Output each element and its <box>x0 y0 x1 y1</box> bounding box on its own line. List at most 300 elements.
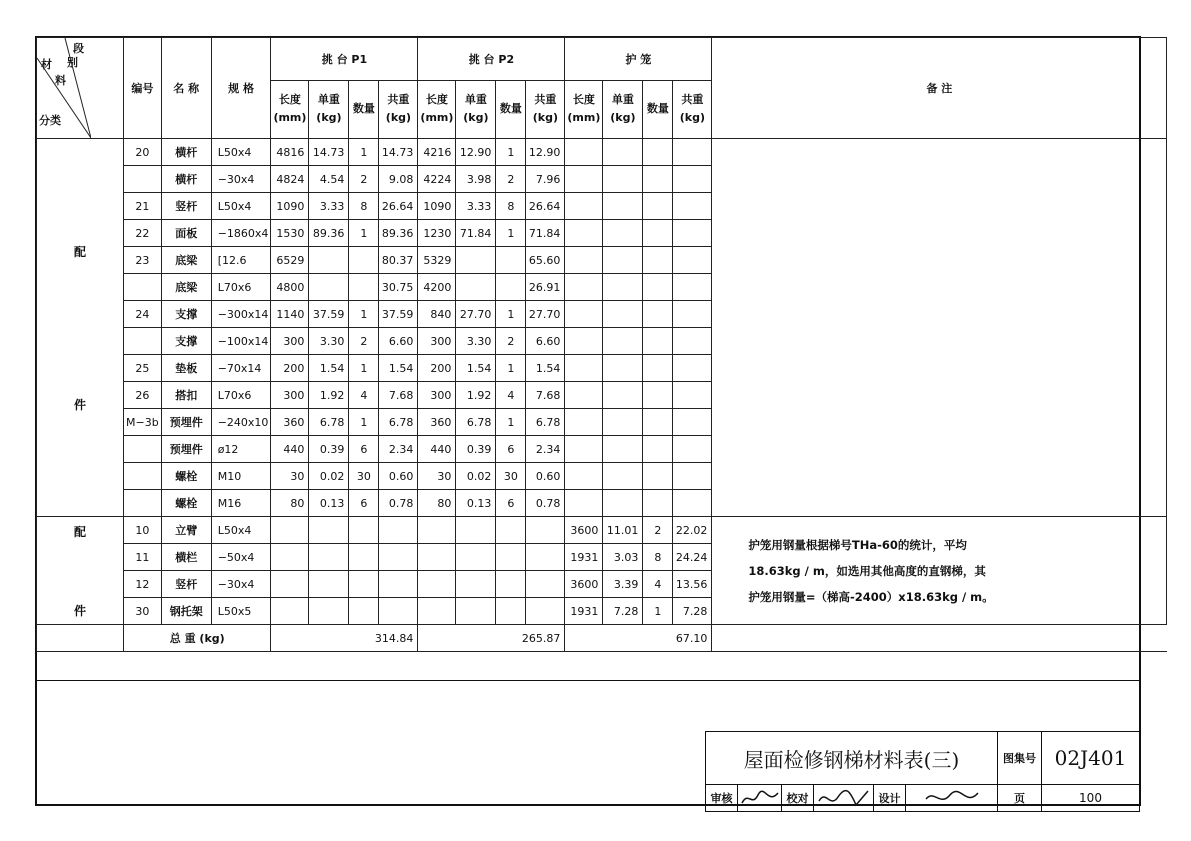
p-blank <box>418 517 456 544</box>
p1-unit-weight: 37.59 <box>309 301 349 328</box>
p1-qty <box>349 247 379 274</box>
p1-total-weight: 14.73 <box>379 139 418 166</box>
item-name: 横栏 <box>161 544 211 571</box>
group-p1-header: 挑 台 P1 <box>271 38 418 81</box>
p-blank <box>496 598 526 625</box>
p1-qty: 1 <box>349 220 379 247</box>
p1-unit-weight <box>309 247 349 274</box>
item-name: 预埋件 <box>161 409 211 436</box>
p1-length: 440 <box>271 436 309 463</box>
item-no <box>124 490 162 517</box>
sub-length-header <box>271 80 309 138</box>
p2-length: 4224 <box>418 166 456 193</box>
p2-qty: 1 <box>496 355 526 382</box>
p1-unit-weight: 3.33 <box>309 193 349 220</box>
p-blank <box>418 598 456 625</box>
p1-total-weight: 7.68 <box>379 382 418 409</box>
p2-unit-weight: 12.90 <box>456 139 496 166</box>
cage-blank <box>643 490 673 517</box>
sub-length-label: 长度 <box>425 93 448 107</box>
item-name: 支撑 <box>161 301 211 328</box>
item-spec: M16 <box>211 490 271 517</box>
item-spec: −240x10 <box>211 409 271 436</box>
p1-length: 30 <box>271 463 309 490</box>
cage-blank <box>673 328 712 355</box>
p1-length: 1090 <box>271 193 309 220</box>
cage-qty: 4 <box>643 571 673 598</box>
p1-length: 200 <box>271 355 309 382</box>
cage-length: 1931 <box>565 544 603 571</box>
p-blank <box>271 571 309 598</box>
p1-qty: 1 <box>349 355 379 382</box>
remarks-header: 备 注 <box>712 38 1167 139</box>
p1-length: 1140 <box>271 301 309 328</box>
cage-blank <box>673 247 712 274</box>
cage-blank <box>673 139 712 166</box>
p1-total-weight: 1.54 <box>379 355 418 382</box>
col-no-header: 编号 <box>124 38 162 139</box>
corner-cell <box>37 38 124 139</box>
sub-length-label: 长度 <box>572 93 595 107</box>
item-no <box>124 328 162 355</box>
p2-total-weight: 26.64 <box>526 193 565 220</box>
p2-qty: 2 <box>496 328 526 355</box>
cage-blank <box>565 166 603 193</box>
sub-total-weight-header <box>526 80 565 138</box>
cage-blank <box>565 301 603 328</box>
p-blank <box>526 571 565 598</box>
remarks-line-2: 18.63kg / m，如选用其他高度的直钢梯，其 <box>748 563 986 578</box>
total-label: 总 重 (kg) <box>124 625 271 652</box>
p-blank <box>526 544 565 571</box>
p-blank <box>309 598 349 625</box>
p2-total-weight: 71.84 <box>526 220 565 247</box>
p-blank <box>271 517 309 544</box>
p-blank <box>379 517 418 544</box>
cage-blank <box>603 463 643 490</box>
sub-total-weight-header <box>379 80 418 138</box>
cage-blank <box>565 274 603 301</box>
atlas-code: 02J401 <box>1042 732 1140 785</box>
item-no: M−3b <box>124 409 162 436</box>
cage-unit-weight: 3.39 <box>603 571 643 598</box>
p2-qty: 2 <box>496 166 526 193</box>
p1-unit-weight: 1.54 <box>309 355 349 382</box>
p-blank <box>496 571 526 598</box>
p-blank <box>496 544 526 571</box>
p-blank <box>349 598 379 625</box>
p2-total-weight: 12.90 <box>526 139 565 166</box>
p1-length: 300 <box>271 328 309 355</box>
cage-blank <box>643 247 673 274</box>
item-no: 24 <box>124 301 162 328</box>
p2-qty: 6 <box>496 490 526 517</box>
cage-blank <box>603 166 643 193</box>
p-blank <box>496 517 526 544</box>
cage-blank <box>673 193 712 220</box>
p2-qty: 6 <box>496 436 526 463</box>
cage-qty: 1 <box>643 598 673 625</box>
p-blank <box>349 544 379 571</box>
cage-total-weight: 7.28 <box>673 598 712 625</box>
p2-total-weight: 65.60 <box>526 247 565 274</box>
col-name-header: 名 称 <box>161 38 211 139</box>
sub-length-unit: (mm) <box>273 111 307 125</box>
cage-blank <box>603 139 643 166</box>
cage-blank <box>643 436 673 463</box>
item-spec: L50x5 <box>211 598 271 625</box>
item-name: 支撑 <box>161 328 211 355</box>
cage-blank <box>603 409 643 436</box>
cage-unit-weight: 7.28 <box>603 598 643 625</box>
sub-unit-weight-label: 单重 <box>611 93 634 107</box>
p1-length: 4824 <box>271 166 309 193</box>
p-blank <box>271 544 309 571</box>
p2-unit-weight: 3.33 <box>456 193 496 220</box>
p1-qty: 6 <box>349 436 379 463</box>
p2-total-weight: 26.91 <box>526 274 565 301</box>
item-name: 底梁 <box>161 247 211 274</box>
sub-length-header <box>418 80 456 138</box>
page-number: 100 <box>1042 785 1140 812</box>
p-blank <box>456 571 496 598</box>
remarks2-cell <box>712 517 1167 625</box>
item-no <box>124 463 162 490</box>
cage-qty: 8 <box>643 544 673 571</box>
p2-unit-weight <box>456 274 496 301</box>
cage-blank <box>643 274 673 301</box>
corner-liao: 料 <box>55 74 66 87</box>
cage-blank <box>673 436 712 463</box>
p2-unit-weight: 0.13 <box>456 490 496 517</box>
item-no: 25 <box>124 355 162 382</box>
item-no: 10 <box>124 517 162 544</box>
cage-blank <box>673 166 712 193</box>
p1-total-weight: 9.08 <box>379 166 418 193</box>
cage-blank <box>565 355 603 382</box>
p-blank <box>526 517 565 544</box>
cage-total-weight: 22.02 <box>673 517 712 544</box>
cage-blank <box>603 193 643 220</box>
cage-blank <box>673 220 712 247</box>
item-name: 横杆 <box>161 139 211 166</box>
cage-blank <box>643 193 673 220</box>
title-block <box>705 731 1140 812</box>
p2-length: 360 <box>418 409 456 436</box>
col-spec-header: 规 格 <box>211 38 271 139</box>
item-name: 预埋件 <box>161 436 211 463</box>
p2-qty: 1 <box>496 409 526 436</box>
p2-qty: 1 <box>496 220 526 247</box>
item-no <box>124 166 162 193</box>
p2-length: 300 <box>418 328 456 355</box>
p1-length: 80 <box>271 490 309 517</box>
p2-length: 80 <box>418 490 456 517</box>
item-no <box>124 274 162 301</box>
total-cage: 67.10 <box>565 625 712 652</box>
sub-total-weight-unit: (kg) <box>532 111 559 125</box>
p-blank <box>379 571 418 598</box>
p1-unit-weight: 6.78 <box>309 409 349 436</box>
design-label: 设计 <box>874 785 906 812</box>
p1-unit-weight: 3.30 <box>309 328 349 355</box>
p2-total-weight: 27.70 <box>526 301 565 328</box>
p-blank <box>526 598 565 625</box>
review-signature-scribble <box>740 787 780 809</box>
p-blank <box>418 544 456 571</box>
remarks-line-1: 护笼用钢量根据梯号THa-60的统计，平均 <box>748 537 967 552</box>
p2-unit-weight: 27.70 <box>456 301 496 328</box>
p2-length: 4216 <box>418 139 456 166</box>
sub-total-weight-label: 共重 <box>534 93 557 107</box>
item-no <box>124 436 162 463</box>
p1-qty: 1 <box>349 301 379 328</box>
corner-bie: 别 <box>67 56 78 69</box>
sub-total-weight-header <box>673 80 712 138</box>
p2-unit-weight: 6.78 <box>456 409 496 436</box>
remarks1-cell <box>712 139 1167 517</box>
cage-unit-weight: 3.03 <box>603 544 643 571</box>
sub-total-weight-label: 共重 <box>387 93 410 107</box>
p-blank <box>271 598 309 625</box>
cage-blank <box>603 247 643 274</box>
header-row-1 <box>37 38 1167 81</box>
p1-qty: 1 <box>349 409 379 436</box>
sub-length-header <box>565 80 603 138</box>
review-label: 审核 <box>706 785 738 812</box>
p2-qty: 1 <box>496 139 526 166</box>
atlas-label: 图集号 <box>998 732 1042 785</box>
p2-total-weight: 0.60 <box>526 463 565 490</box>
p1-unit-weight: 4.54 <box>309 166 349 193</box>
materials-table <box>36 37 1167 652</box>
p2-unit-weight: 0.39 <box>456 436 496 463</box>
total-row <box>37 625 1167 652</box>
cage-blank <box>603 301 643 328</box>
p1-total-weight: 6.60 <box>379 328 418 355</box>
group1-label-a: 配 <box>73 244 86 259</box>
cage-blank <box>673 355 712 382</box>
item-name: 竖杆 <box>161 193 211 220</box>
p2-length: 4200 <box>418 274 456 301</box>
p2-total-weight: 6.60 <box>526 328 565 355</box>
cage-blank <box>565 409 603 436</box>
p1-unit-weight: 89.36 <box>309 220 349 247</box>
sub-unit-weight-unit: (kg) <box>463 111 489 125</box>
item-name: 底梁 <box>161 274 211 301</box>
group2-label <box>37 517 124 625</box>
cage-blank <box>603 490 643 517</box>
item-spec: L50x4 <box>211 517 271 544</box>
p-blank <box>379 598 418 625</box>
sub-unit-weight-header <box>456 80 496 138</box>
p1-length: 360 <box>271 409 309 436</box>
total-p1: 314.84 <box>271 625 418 652</box>
p-blank <box>349 571 379 598</box>
item-spec: L50x4 <box>211 139 271 166</box>
p1-length: 4816 <box>271 139 309 166</box>
p2-total-weight: 0.78 <box>526 490 565 517</box>
p1-total-weight: 6.78 <box>379 409 418 436</box>
p-blank <box>349 517 379 544</box>
sub-unit-weight-unit: (kg) <box>316 111 342 125</box>
cage-blank <box>603 436 643 463</box>
p1-unit-weight: 0.13 <box>309 490 349 517</box>
sub-total-weight-unit: (kg) <box>679 111 706 125</box>
p2-unit-weight: 3.30 <box>456 328 496 355</box>
item-name: 立臂 <box>161 517 211 544</box>
item-name: 面板 <box>161 220 211 247</box>
design-signature <box>906 785 998 812</box>
p2-total-weight: 6.78 <box>526 409 565 436</box>
sub-length-label: 长度 <box>278 93 301 107</box>
item-no: 22 <box>124 220 162 247</box>
p2-qty <box>496 274 526 301</box>
corner-duan: 段 <box>73 42 84 55</box>
p1-length: 300 <box>271 382 309 409</box>
sub-total-weight-unit: (kg) <box>385 111 412 125</box>
item-no: 11 <box>124 544 162 571</box>
p2-unit-weight: 71.84 <box>456 220 496 247</box>
p1-length: 1530 <box>271 220 309 247</box>
p2-total-weight: 7.68 <box>526 382 565 409</box>
p1-qty: 6 <box>349 490 379 517</box>
sub-unit-weight-label: 单重 <box>464 93 487 107</box>
cage-blank <box>603 274 643 301</box>
p2-unit-weight <box>456 247 496 274</box>
item-no: 21 <box>124 193 162 220</box>
p1-qty <box>349 274 379 301</box>
item-spec: −70x14 <box>211 355 271 382</box>
cage-blank <box>565 436 603 463</box>
cage-blank <box>643 328 673 355</box>
cage-blank <box>673 490 712 517</box>
p-blank <box>418 571 456 598</box>
item-spec: −1860x4 <box>211 220 271 247</box>
p2-length: 440 <box>418 436 456 463</box>
cage-total-weight: 13.56 <box>673 571 712 598</box>
p2-qty <box>496 247 526 274</box>
drawing-title: 屋面检修钢梯材料表(三) <box>706 732 998 785</box>
cage-blank <box>643 382 673 409</box>
p2-unit-weight: 1.92 <box>456 382 496 409</box>
item-name: 钢托架 <box>161 598 211 625</box>
p2-length: 5329 <box>418 247 456 274</box>
p1-length: 6529 <box>271 247 309 274</box>
cage-blank <box>673 382 712 409</box>
p2-total-weight: 1.54 <box>526 355 565 382</box>
cage-blank <box>603 328 643 355</box>
p1-qty: 2 <box>349 166 379 193</box>
sub-unit-weight-label: 单重 <box>317 93 340 107</box>
p1-total-weight: 89.36 <box>379 220 418 247</box>
cage-blank <box>643 463 673 490</box>
cage-blank <box>565 463 603 490</box>
cage-blank <box>673 274 712 301</box>
p2-length: 840 <box>418 301 456 328</box>
page-label: 页 <box>998 785 1042 812</box>
p1-total-weight: 0.60 <box>379 463 418 490</box>
cage-blank <box>603 220 643 247</box>
review-signature <box>738 785 782 812</box>
group2-label-a: 配 <box>73 524 86 539</box>
p-blank <box>309 517 349 544</box>
sub-length-unit: (mm) <box>420 111 454 125</box>
cage-blank <box>565 139 603 166</box>
p1-qty: 4 <box>349 382 379 409</box>
p1-unit-weight <box>309 274 349 301</box>
cage-blank <box>643 220 673 247</box>
p1-length: 4800 <box>271 274 309 301</box>
sub-qty-header: 数量 <box>496 80 526 138</box>
total-blank <box>37 625 124 652</box>
p1-qty: 1 <box>349 139 379 166</box>
remarks-line-3: 护笼用钢量=（梯高-2400）x18.63kg / m。 <box>748 589 994 604</box>
p-blank <box>309 544 349 571</box>
sub-unit-weight-header <box>309 80 349 138</box>
item-spec: −100x14 <box>211 328 271 355</box>
sub-qty-header: 数量 <box>349 80 379 138</box>
group-p2-header: 挑 台 P2 <box>418 38 565 81</box>
item-no: 12 <box>124 571 162 598</box>
cage-blank <box>565 382 603 409</box>
p1-total-weight: 2.34 <box>379 436 418 463</box>
p2-length: 30 <box>418 463 456 490</box>
p-blank <box>456 544 496 571</box>
item-name: 螺栓 <box>161 490 211 517</box>
p1-unit-weight: 1.92 <box>309 382 349 409</box>
sub-total-weight-label: 共重 <box>681 93 704 107</box>
item-no: 23 <box>124 247 162 274</box>
p1-total-weight: 80.37 <box>379 247 418 274</box>
p1-qty: 8 <box>349 193 379 220</box>
p2-qty: 30 <box>496 463 526 490</box>
p-blank <box>456 598 496 625</box>
check-signature <box>814 785 874 812</box>
item-spec: −30x4 <box>211 166 271 193</box>
p1-unit-weight: 0.39 <box>309 436 349 463</box>
item-spec: [12.6 <box>211 247 271 274</box>
sub-length-unit: (mm) <box>567 111 601 125</box>
cage-blank <box>643 166 673 193</box>
cage-blank <box>673 301 712 328</box>
item-no: 26 <box>124 382 162 409</box>
cage-blank <box>643 139 673 166</box>
design-signature-scribble <box>922 787 982 809</box>
cage-blank <box>603 355 643 382</box>
p1-qty: 30 <box>349 463 379 490</box>
cage-length: 3600 <box>565 571 603 598</box>
p2-unit-weight: 3.98 <box>456 166 496 193</box>
group1-label <box>37 139 124 517</box>
check-label: 校对 <box>782 785 814 812</box>
item-spec: L70x6 <box>211 382 271 409</box>
p-blank <box>456 517 496 544</box>
p1-total-weight: 0.78 <box>379 490 418 517</box>
item-spec: −300x14 <box>211 301 271 328</box>
p2-qty: 8 <box>496 193 526 220</box>
cage-blank <box>565 220 603 247</box>
cage-blank <box>673 409 712 436</box>
table-row <box>37 517 1167 544</box>
group1-label-b: 件 <box>73 397 86 412</box>
table-row <box>37 139 1167 166</box>
p2-total-weight: 2.34 <box>526 436 565 463</box>
cage-total-weight: 24.24 <box>673 544 712 571</box>
cage-qty: 2 <box>643 517 673 544</box>
p2-qty: 4 <box>496 382 526 409</box>
bottom-divider <box>36 680 1140 681</box>
